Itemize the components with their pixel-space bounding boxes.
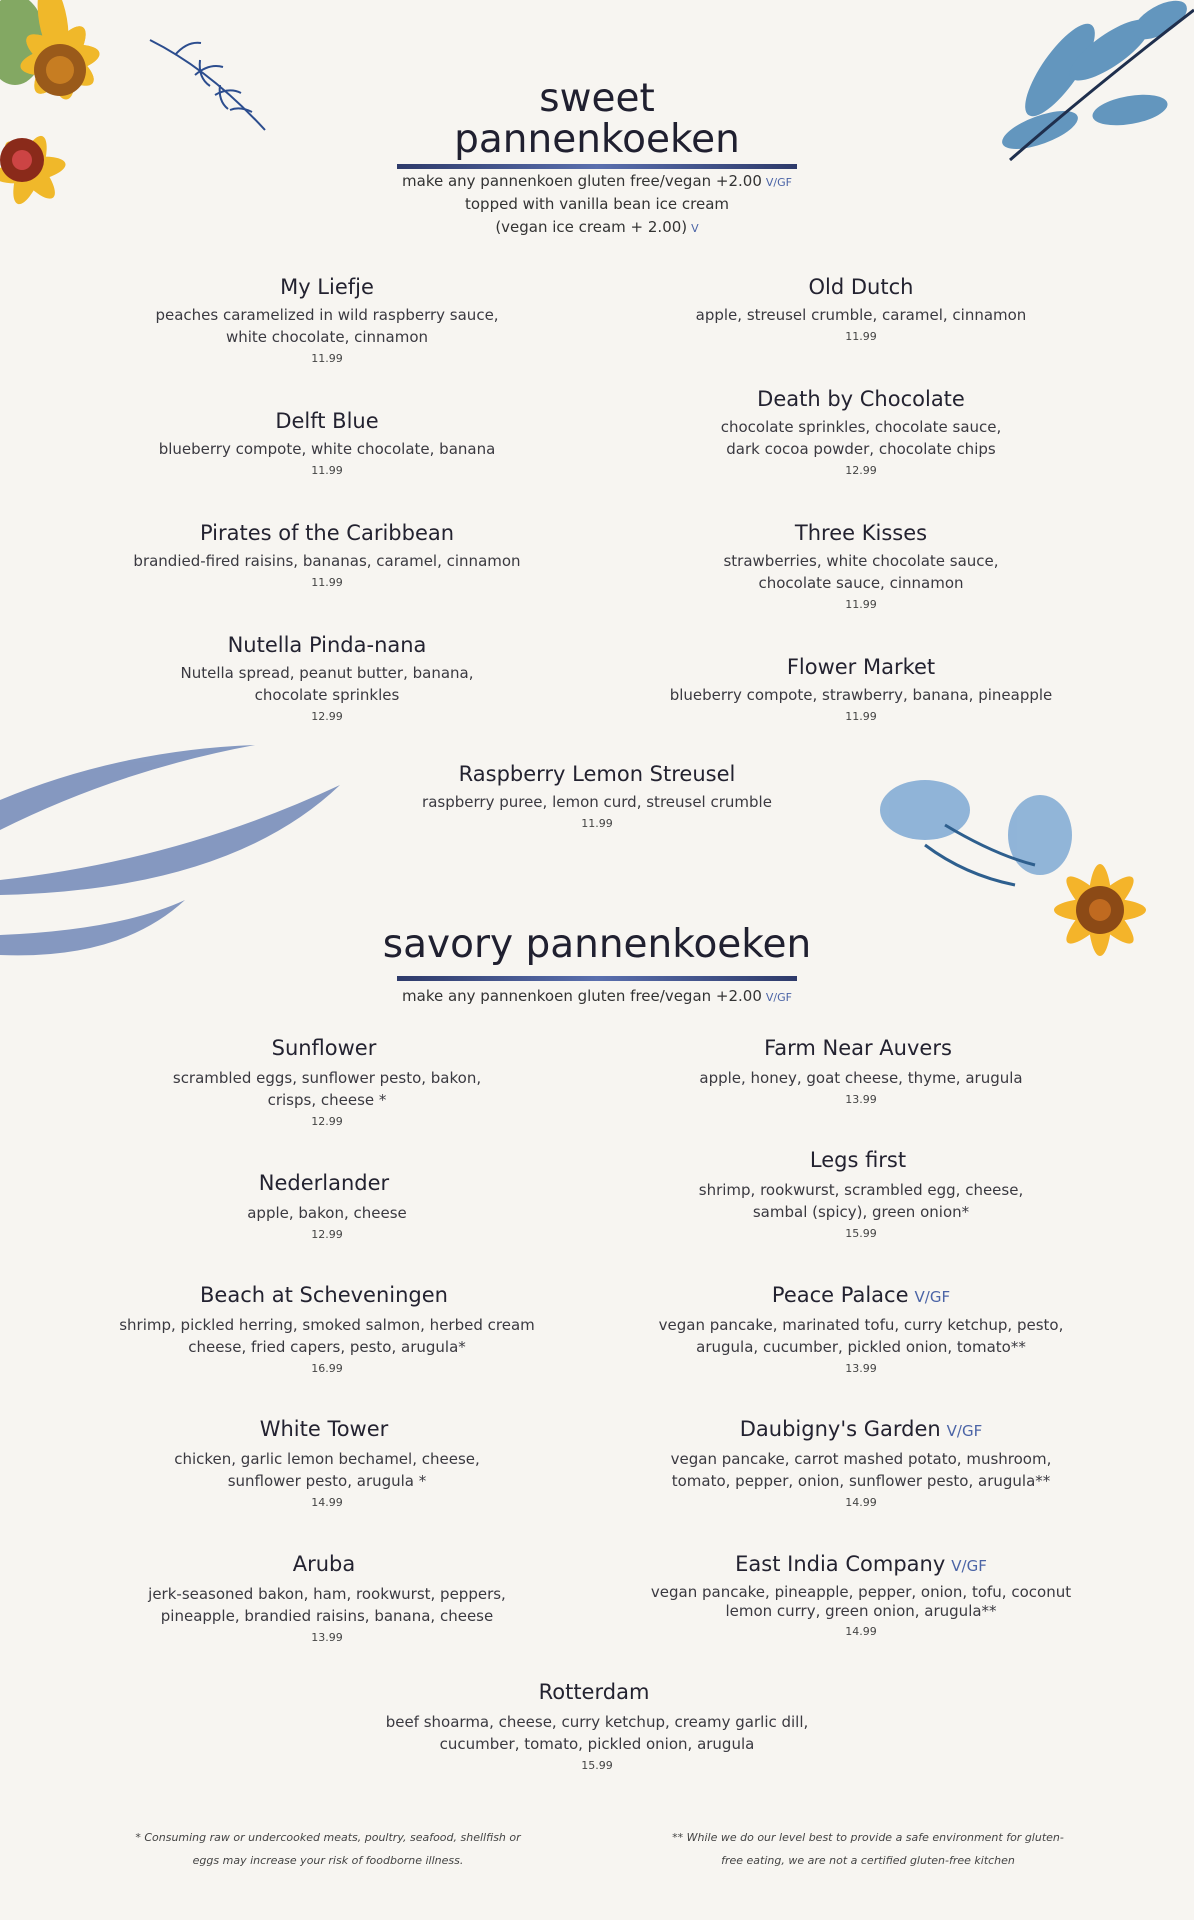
item-description: apple, honey, goat cheese, thyme, arugula <box>699 1069 1023 1087</box>
item-name: My Liefje <box>280 275 374 299</box>
vgf-tag: V/GF <box>914 1288 951 1306</box>
item-name: Old Dutch <box>808 275 914 299</box>
item-name: Three Kisses <box>794 521 928 545</box>
menu-item-sunflower <box>67 1034 587 1128</box>
item-price: 14.99 <box>311 1496 343 1509</box>
item-price: 12.99 <box>311 710 343 723</box>
item-price: 12.99 <box>845 464 877 477</box>
item-name: Legs first <box>809 1148 907 1172</box>
sweet-title <box>0 78 1194 160</box>
sweet-gf-note <box>0 172 1194 190</box>
item-name: Nederlander <box>258 1171 390 1195</box>
item-price: 15.99 <box>845 1227 877 1240</box>
sweet-topped-note: topped with vanilla bean ice cream <box>465 195 729 213</box>
item-price: 14.99 <box>845 1496 877 1509</box>
item-description: apple, bakon, cheese <box>247 1204 407 1222</box>
savory-gf-note-text: make any pannenkoen gluten free/vegan +2.00 <box>402 987 762 1005</box>
footnote-raw-food-warning: * Consuming raw or undercooked meats, poultry, seafood, shellfish or eggs may increase your risk of foodborne illness. <box>135 1831 521 1867</box>
item-description: shrimp, pickled herring, smoked salmon, herbed cream cheese, fried capers, pesto, arugula* <box>119 1316 535 1356</box>
item-name: Farm Near Auvers <box>764 1036 952 1060</box>
item-price: 11.99 <box>845 710 877 723</box>
item-price: 11.99 <box>311 352 343 365</box>
menu-item-white-tower <box>67 1415 587 1509</box>
item-description: jerk-seasoned bakon, ham, rookwurst, peppers, pineapple, brandied raisins, banana, cheese <box>148 1585 506 1625</box>
menu-item-legs-first <box>601 1146 1121 1240</box>
menu-item-aruba <box>67 1550 587 1644</box>
menu-item-rotterdam <box>337 1678 857 1772</box>
item-description: vegan pancake, marinated tofu, curry ketchup, pesto, arugula, cucumber, pickled onion, tomato** <box>658 1316 1064 1356</box>
sweet-title-line1: sweet <box>539 76 655 121</box>
menu-item-beach-at-scheveningen <box>67 1281 587 1375</box>
item-price: 13.99 <box>311 1631 343 1644</box>
sweet-gf-tag: V/GF <box>765 176 792 189</box>
item-description: chicken, garlic lemon bechamel, cheese, sunflower pesto, arugula * <box>174 1450 480 1490</box>
item-description: shrimp, rookwurst, scrambled egg, cheese, sambal (spicy), green onion* <box>698 1181 1024 1221</box>
sweet-vegan-note-text: (vegan ice cream + 2.00) <box>495 218 688 236</box>
savory-title: savory pannenkoeken <box>382 922 812 967</box>
item-description: vegan pancake, pineapple, pepper, onion, tofu, coconut lemon curry, green onion, arugula** <box>650 1583 1072 1620</box>
item-name: Peace Palace V/GF <box>771 1283 951 1307</box>
menu-item-nutella-pinda-nana <box>67 631 587 723</box>
sweet-vegan-note <box>0 218 1194 236</box>
item-description: Nutella spread, peanut butter, banana, chocolate sprinkles <box>180 664 474 704</box>
item-name: Pirates of the Caribbean <box>199 521 455 545</box>
item-description: peaches caramelized in wild raspberry sauce, white chocolate, cinnamon <box>155 306 499 346</box>
savory-gf-note <box>0 987 1194 1005</box>
item-price: 12.99 <box>311 1115 343 1128</box>
item-price: 11.99 <box>845 330 877 343</box>
item-description: apple, streusel crumble, caramel, cinnamon <box>695 306 1027 324</box>
menu-item-old-dutch <box>601 273 1121 343</box>
item-price: 14.99 <box>845 1625 877 1638</box>
sweet-title-rule <box>397 164 797 169</box>
item-price: 11.99 <box>311 576 343 589</box>
item-description: strawberries, white chocolate sauce, chocolate sauce, cinnamon <box>723 552 999 592</box>
item-price: 12.99 <box>311 1228 343 1241</box>
menu-item-raspberry-lemon-streusel <box>337 760 857 830</box>
menu-item-farm-near-auvers <box>601 1034 1121 1106</box>
menu-item-pirates-of-the-caribbean <box>67 519 587 589</box>
item-name: Raspberry Lemon Streusel <box>458 762 736 786</box>
item-name: Nutella Pinda-nana <box>227 633 427 657</box>
menu-item-peace-palace <box>601 1281 1121 1375</box>
sweet-vegan-tag: V <box>691 222 699 235</box>
item-name: East India Company V/GF <box>735 1552 987 1576</box>
menu-item-daubignys-garden <box>601 1415 1121 1509</box>
menu-item-east-india-company <box>601 1550 1121 1638</box>
item-description: chocolate sprinkles, chocolate sauce, dark cocoa powder, chocolate chips <box>720 418 1002 458</box>
item-description: blueberry compote, strawberry, banana, pineapple <box>669 686 1053 704</box>
menu-item-nederlander <box>67 1169 587 1241</box>
menu-item-flower-market <box>601 653 1121 723</box>
menu-item-death-by-chocolate <box>601 385 1121 477</box>
item-description: brandied-fired raisins, bananas, caramel, cinnamon <box>133 552 521 570</box>
item-name: Daubigny's Garden V/GF <box>739 1417 983 1441</box>
item-name: Rotterdam <box>538 1680 650 1704</box>
item-price: 11.99 <box>581 817 613 830</box>
sweet-title-line2: pannenkoeken <box>454 117 740 162</box>
savory-title-rule <box>397 976 797 981</box>
item-description: raspberry puree, lemon curd, streusel crumble <box>422 793 772 811</box>
item-description: vegan pancake, carrot mashed potato, mushroom, tomato, pepper, onion, sunflower pesto, arugula** <box>670 1450 1052 1490</box>
vgf-tag: V/GF <box>951 1557 987 1575</box>
item-name: Sunflower <box>271 1036 377 1060</box>
item-description: blueberry compote, white chocolate, banana <box>158 440 496 458</box>
item-name: Beach at Scheveningen <box>200 1283 448 1307</box>
vgf-tag: V/GF <box>946 1422 983 1440</box>
item-price: 16.99 <box>311 1362 343 1375</box>
footnote-gluten-free-disclaimer: ** While we do our level best to provide a safe environment for gluten- free eating, we are not a certified gluten-free kitchen <box>672 1831 1064 1867</box>
item-name: Flower Market <box>786 655 936 679</box>
item-price: 11.99 <box>311 464 343 477</box>
item-name: White Tower <box>259 1417 389 1441</box>
item-price: 11.99 <box>845 598 877 611</box>
item-price: 13.99 <box>845 1362 877 1375</box>
item-name: Aruba <box>292 1552 356 1576</box>
menu-item-three-kisses <box>601 519 1121 611</box>
item-name: Death by Chocolate <box>757 387 965 411</box>
item-description: scrambled eggs, sunflower pesto, bakon, crisps, cheese * <box>172 1069 482 1109</box>
item-description: beef shoarma, cheese, curry ketchup, creamy garlic dill, cucumber, tomato, pickled onion, arugula <box>385 1713 809 1753</box>
item-price: 15.99 <box>581 1759 613 1772</box>
menu-item-my-liefje <box>67 273 587 365</box>
menu-item-delft-blue <box>67 407 587 477</box>
sweet-gf-note-text: make any pannenkoen gluten free/vegan +2.00 <box>402 172 762 190</box>
savory-gf-tag: V/GF <box>765 991 792 1004</box>
item-price: 13.99 <box>845 1093 877 1106</box>
item-name: Delft Blue <box>275 409 379 433</box>
